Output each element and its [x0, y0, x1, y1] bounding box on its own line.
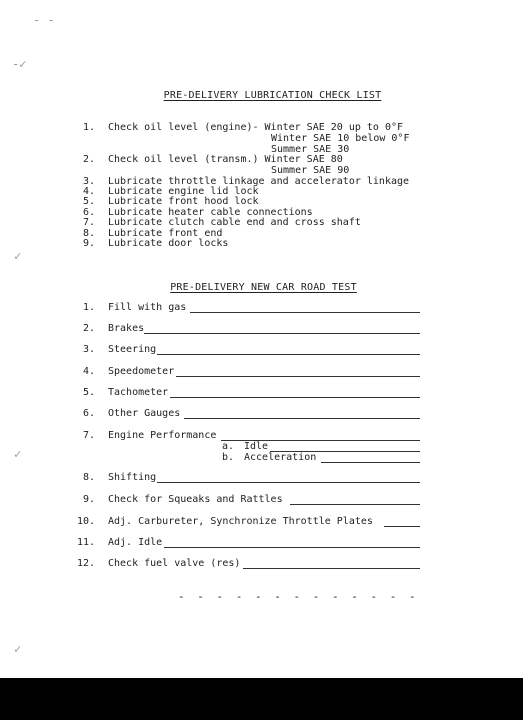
item-number: 2. [83, 154, 96, 165]
item-text: Adj. Idle [108, 537, 163, 548]
item-text: Lubricate clutch cable end and cross shaft [108, 217, 361, 228]
item-number: 7. [83, 217, 96, 228]
fill-line [243, 568, 420, 569]
item-text: Winter SAE 10 below 0°F [271, 133, 410, 144]
item-number: 12. [77, 558, 96, 569]
item-text: Tachometer [108, 387, 169, 398]
item-number: 4. [83, 186, 96, 197]
fill-line [321, 462, 420, 463]
fill-line [384, 526, 420, 527]
fill-line [170, 397, 420, 398]
item-number: 5. [83, 387, 96, 398]
item-text: Summer SAE 90 [271, 165, 350, 176]
item-text: Fill with gas [108, 302, 187, 313]
item-number: 10. [77, 516, 96, 527]
item-number: 6. [83, 207, 96, 218]
footer-dashes: - - - - - - - - - - - - - [178, 590, 419, 603]
fill-line [176, 376, 420, 377]
item-text: Other Gauges [108, 408, 181, 419]
item-number: b. [222, 452, 235, 463]
item-text: Lubricate heater cable connections [108, 207, 313, 218]
item-number: 7. [83, 430, 96, 441]
item-text: Lubricate engine lid lock [108, 186, 259, 197]
item-text: Lubricate front hood lock [108, 196, 259, 207]
item-number: 9. [83, 238, 96, 249]
item-number: 6. [83, 408, 96, 419]
fill-line [190, 312, 420, 313]
item-text: Shifting [108, 472, 157, 483]
item-number: 8. [83, 472, 96, 483]
item-text: Lubricate throttle linkage and accelerator linkage [108, 176, 410, 187]
fill-line [290, 504, 420, 505]
item-number: 3. [83, 176, 96, 187]
item-text: Engine Performance [108, 430, 217, 441]
scan-mark: ✓ [14, 447, 22, 461]
scan-mark: ✓ [14, 249, 22, 263]
item-text: Adj. Carbureter, Synchronize Throttle Plates [108, 516, 373, 527]
item-text: Acceleration [244, 452, 317, 463]
road-test-title: PRE-DELIVERY NEW CAR ROAD TEST [170, 282, 357, 293]
item-text: Check fuel valve (res) [108, 558, 241, 569]
item-number: 4. [83, 366, 96, 377]
scan-mark: ✓ [14, 642, 22, 656]
item-number: 1. [83, 302, 96, 313]
scan-bottom-edge [0, 678, 523, 720]
fill-line [157, 354, 420, 355]
scan-mark: - - [33, 13, 55, 27]
item-number: a. [222, 441, 235, 452]
fill-line [144, 333, 420, 334]
item-text: Check oil level (transm.) Winter SAE 80 [108, 154, 343, 165]
item-number: 5. [83, 196, 96, 207]
fill-line [157, 482, 420, 483]
item-text: Idle [244, 441, 269, 452]
fill-line [184, 418, 420, 419]
item-text: Check oil level (engine)- Winter SAE 20 up to 0°F [108, 122, 404, 133]
item-number: 11. [77, 537, 96, 548]
item-text: Lubricate door locks [108, 238, 229, 249]
item-text: Lubricate front end [108, 228, 223, 239]
item-number: 9. [83, 494, 96, 505]
item-number: 2. [83, 323, 96, 334]
item-text: Speedometer [108, 366, 175, 377]
item-number: 1. [83, 122, 96, 133]
lubrication-title: PRE-DELIVERY LUBRICATION CHECK LIST [163, 90, 382, 101]
scan-mark: -✓ [12, 57, 27, 71]
item-number: 8. [83, 228, 96, 239]
item-text: Summer SAE 30 [271, 144, 350, 155]
item-text: Steering [108, 344, 157, 355]
item-text: Check for Squeaks and Rattles [108, 494, 283, 505]
item-number: 3. [83, 344, 96, 355]
item-text: Brakes [108, 323, 145, 334]
fill-line [164, 547, 420, 548]
